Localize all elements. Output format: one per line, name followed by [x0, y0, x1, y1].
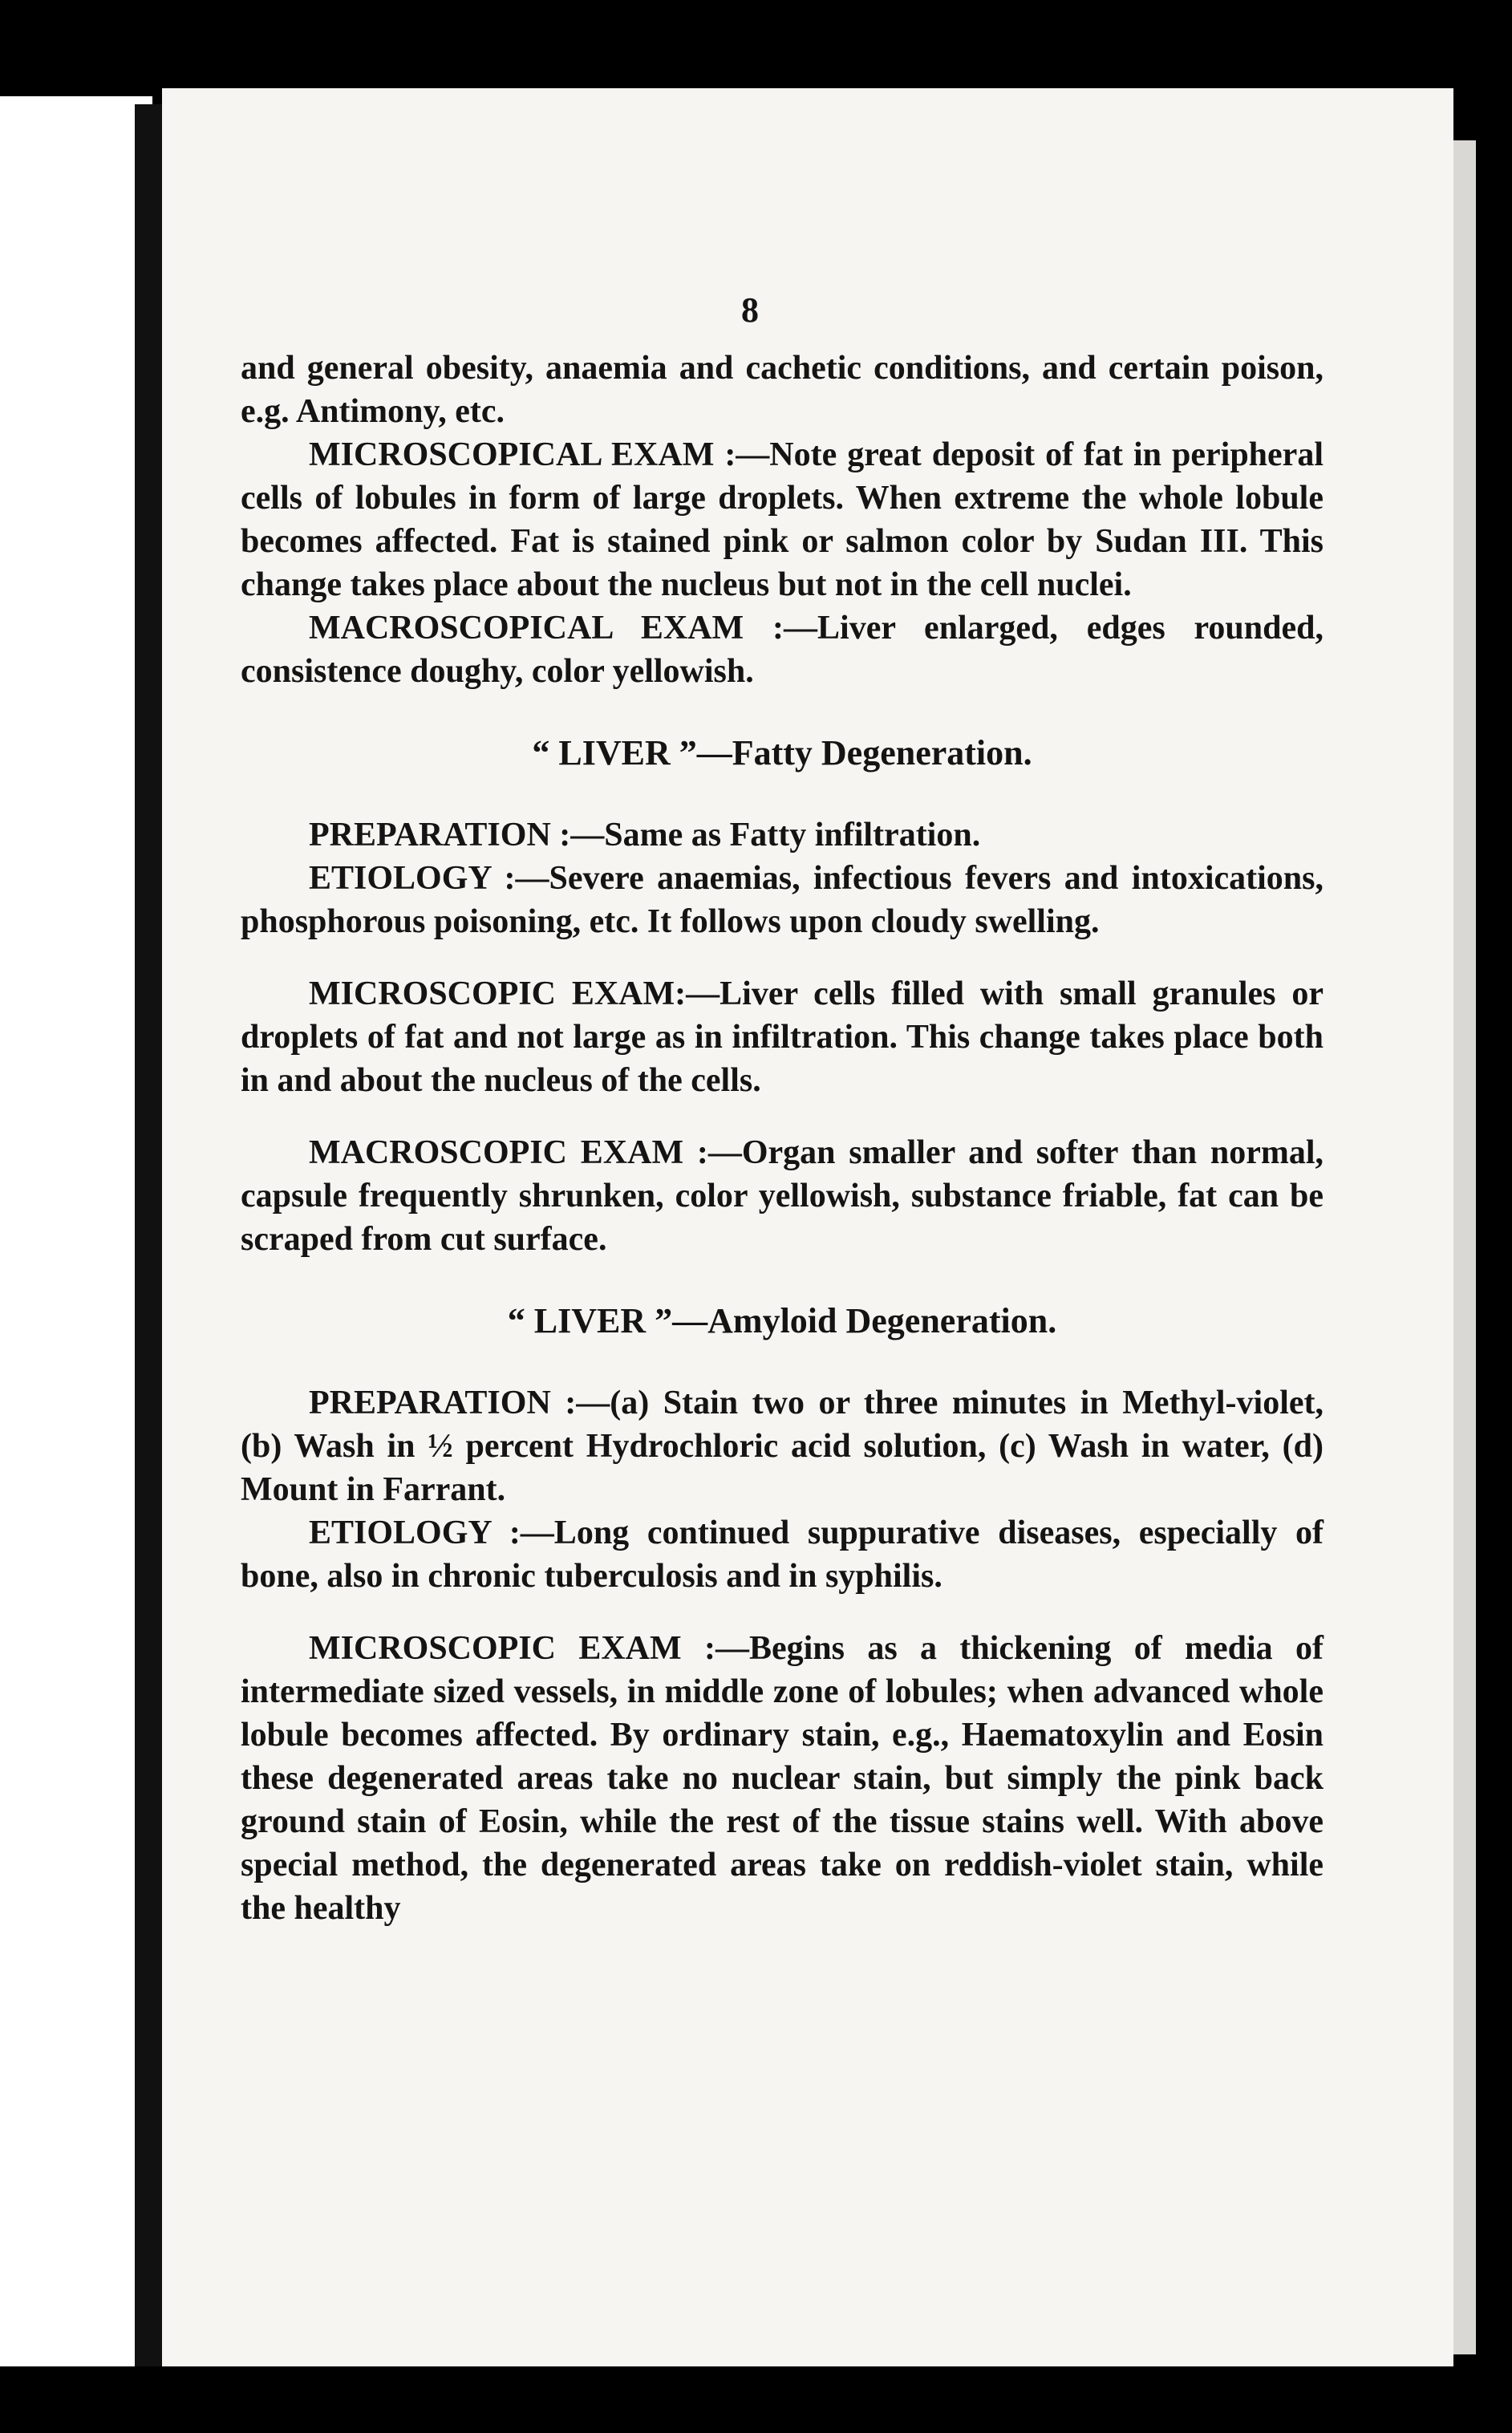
paragraph-preparation-amyloid: PREPARATION :—(a) Stain two or three minutes in Methyl-violet, (b) Wash in ½ percent Hydrochloric acid solution, (c) Wash in water, (d) Mount in Farrant. [241, 1385, 1324, 1508]
page-text-block [241, 289, 1324, 1930]
paragraph-etiology-amyloid: ETIOLOGY :—Long continued suppurative diseases, especially of bone, also in chronic tuberculosis and in syphilis. [241, 1515, 1324, 1595]
paragraph-microscopical-exam-infiltration: MICROSCOPICAL EXAM :—Note great deposit of fat in peripheral cells of lobules in form of large droplets. When extreme the whole lobule becomes affected. Fat is stained pink or salmon color by Sudan III. This change takes place about the nucleus but not in the cell nuclei. [241, 436, 1324, 603]
paragraph-obesity-continuation: and general obesity, anaemia and cachetic conditions, and certain poison, e.g. Antimony, etc. [241, 350, 1324, 430]
paragraph-preparation-fatty: PREPARATION :—Same as Fatty infiltration. [309, 817, 981, 854]
paragraph-macroscopic-exam-fatty: MACROSCOPIC EXAM :—Organ smaller and softer than normal, capsule frequently shrunken, color yellowish, substance friable, fat can be scraped from cut surface. [241, 1134, 1324, 1258]
page-number: 8 [741, 290, 759, 330]
paragraph-etiology-fatty: ETIOLOGY :—Severe anaemias, infectious fevers and intoxications, phosphorous poisoning, etc. It follows upon cloudy swelling. [241, 860, 1324, 940]
paragraph-microscopic-exam-amyloid: MICROSCOPIC EXAM :—Begins as a thickening of media of intermediate sized vessels, in middle zone of lobules; when advanced whole lobule becomes affected. By ordinary stain, e.g., Haematoxylin and Eosin these degenerated areas take no nuclear stain, but simply the pink back ground stain of Eosin, while the rest of the tissue stains well. With above special method, the degenerated areas take on reddish-violet stain, while the healthy [241, 1630, 1324, 1927]
paragraph-microscopic-exam-fatty: MICROSCOPIC EXAM:—Liver cells filled with small granules or droplets of fat and not large as in infiltration. This change takes place both in and about the nucleus of the cells. [241, 975, 1324, 1099]
scan-border-bottom-left [0, 2366, 152, 2433]
heading-amyloid-degeneration: “ LIVER ”—Amyloid Degeneration. [507, 1301, 1057, 1340]
page-edge-shadow [1453, 140, 1476, 2354]
paragraph-macroscopical-exam-infiltration: MACROSCOPICAL EXAM :—Liver enlarged, edges rounded, consistence doughy, color yellowish. [241, 610, 1324, 690]
scan-border-top-left [0, 0, 152, 96]
heading-fatty-degeneration: “ LIVER ”—Fatty Degeneration. [532, 733, 1032, 772]
book-binding-edge [135, 104, 162, 2366]
scan-background-left [0, 96, 152, 2366]
